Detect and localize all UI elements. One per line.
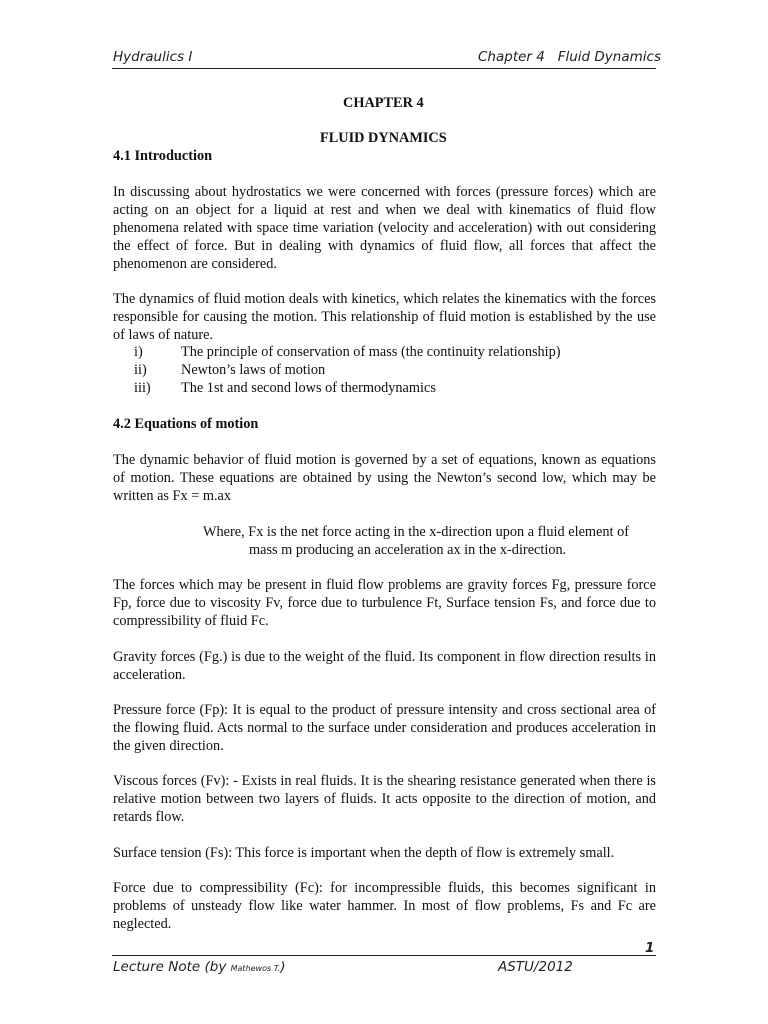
- footer-left: [113, 959, 285, 975]
- list-item-2-text: Newton’s laws of motion: [181, 362, 326, 378]
- footer-prefix: Lecture Note (by: [113, 959, 231, 975]
- viscous-paragraph: Viscous forces (Fv): - Exists in real fluids. It is the shearing resistance generated when there is relative motion between two layers of fluids. It acts opposite to the direction of motion, and retards flow.: [113, 773, 656, 825]
- chapter-number: CHAPTER 4: [343, 95, 424, 111]
- motion-paragraph: The dynamic behavior of fluid motion is governed by a set of equations, known as equations of motion. These equations are obtained by using the Newton’s second low, which may be written as Fx = m.ax: [113, 452, 656, 504]
- list-item-1-text: The principle of conservation of mass (the continuity relationship): [181, 344, 561, 360]
- intro-paragraph-2: The dynamics of fluid motion deals with kinetics, which relates the kinematics with the forces responsible for causing the motion. This relationship of fluid motion is established by the use of laws of nature.: [113, 291, 656, 343]
- footer-rule: [112, 955, 656, 956]
- list-item-2-number: ii): [134, 362, 147, 378]
- header-left: Hydraulics I: [113, 49, 193, 65]
- list-item-3-number: iii): [134, 380, 151, 396]
- footer-author: Mathewos T.: [230, 964, 281, 973]
- footer-right: ASTU/2012: [498, 959, 573, 975]
- surface-tension-paragraph: Surface tension (Fs): This force is important when the depth of flow is extremely small.: [113, 845, 615, 861]
- where-line-2: mass m producing an acceleration ax in the x-direction.: [249, 542, 567, 558]
- forces-paragraph: The forces which may be present in fluid flow problems are gravity forces Fg, pressure force Fp, force due to viscosity Fv, force due to turbulence Ft, Surface tension Fs, and force due to compressibility of fluid Fc.: [113, 577, 656, 629]
- motion-heading: 4.2 Equations of motion: [113, 416, 259, 432]
- footer-suffix: ): [280, 959, 286, 975]
- header-rule: [112, 68, 656, 69]
- intro-paragraph-1: In discussing about hydrostatics we were concerned with forces (pressure forces) which are acting on an object for a liquid at rest and when we deal with kinematics of fluid flow phenomena related with space time variation (velocity and acceleration) with out considering the effect of force. But in dealing with dynamics of fluid flow, all forces that affect the phenomenon are considered.: [113, 184, 656, 272]
- list-item-3-text: The 1st and second lows of thermodynamics: [181, 380, 436, 396]
- list-item-1-number: i): [134, 344, 143, 360]
- header-right: Chapter 4 Fluid Dynamics: [478, 49, 661, 65]
- pressure-paragraph: Pressure force (Fp): It is equal to the product of pressure intensity and cross sectional area of the flowing fluid. Acts normal to the surface under consideration and produces acceleration in the given direction.: [113, 702, 656, 754]
- chapter-title: FLUID DYNAMICS: [320, 130, 447, 146]
- compressibility-paragraph: Force due to compressibility (Fc): for incompressible fluids, this becomes significant in problems of unsteady flow like water hammer. In most of flow problems, Fs and Fc are neglected.: [113, 880, 656, 932]
- gravity-paragraph: Gravity forces (Fg.) is due to the weight of the fluid. Its component in flow direction results in acceleration.: [113, 649, 656, 683]
- where-line-1: Where, Fx is the net force acting in the x-direction upon a fluid element of: [203, 524, 629, 540]
- page-number: 1: [645, 940, 655, 956]
- intro-heading: 4.1 Introduction: [113, 148, 213, 164]
